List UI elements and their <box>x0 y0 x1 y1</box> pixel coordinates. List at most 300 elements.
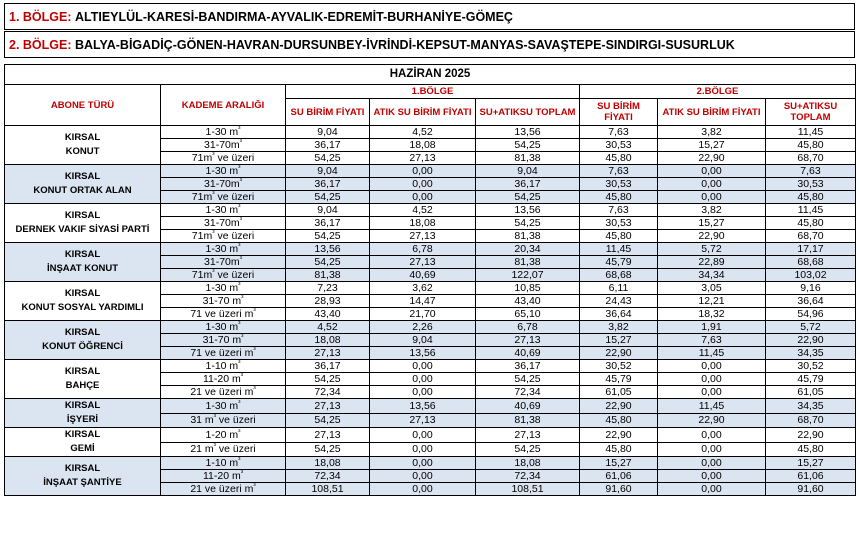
toplam-1: 9,04 <box>476 165 580 178</box>
abone-subtype: GEMİ <box>70 443 95 454</box>
abone-turu-cell <box>5 428 161 457</box>
toplam-1: 6,78 <box>476 321 580 334</box>
abone-turu-cell <box>5 243 161 282</box>
atik-su-fiyati-2: 0,00 <box>658 442 766 457</box>
kademe-cell <box>161 204 286 217</box>
cubic-superscript: ³ <box>240 470 244 477</box>
su-birim-fiyati-1: 72,34 <box>286 470 370 483</box>
toplam-2: 22,90 <box>766 428 856 443</box>
atik-su-fiyati-1: 18,08 <box>370 217 476 230</box>
toplam-1: 122,07 <box>476 269 580 282</box>
atik-su-fiyati-2: 0,00 <box>658 386 766 399</box>
atik-su-fiyati-1: 27,13 <box>370 230 476 243</box>
su-birim-fiyati-2: 30,53 <box>580 139 658 152</box>
su-birim-fiyati-1: 54,25 <box>286 373 370 386</box>
atik-su-fiyati-2: 22,90 <box>658 152 766 165</box>
atik-su-fiyati-1: 18,08 <box>370 139 476 152</box>
kademe-cell <box>161 217 286 230</box>
toplam-1: 81,38 <box>476 256 580 269</box>
atik-su-fiyati-2: 3,82 <box>658 204 766 217</box>
kademe-cell <box>161 386 286 399</box>
toplam-1: 13,56 <box>476 204 580 217</box>
kademe-cell <box>161 428 286 443</box>
kademe-range: 31-70m <box>204 256 240 268</box>
kademe-range: 31 m <box>190 414 214 427</box>
kademe-cell <box>161 230 286 243</box>
cubic-superscript: ³ <box>212 152 215 159</box>
cubic-superscript: ³ <box>253 347 256 354</box>
kademe-range: 31-70m <box>204 139 240 151</box>
su-birim-fiyati-2: 45,80 <box>580 230 658 243</box>
atik-su-fiyati-1: 0,00 <box>370 442 476 457</box>
cubic-superscript: ³ <box>238 360 241 367</box>
toplam-2: 103,02 <box>766 269 856 282</box>
kademe-cell <box>161 308 286 321</box>
toplam-2: 36,64 <box>766 295 856 308</box>
kademe-cell <box>161 256 286 269</box>
abone-turu-cell <box>5 165 161 204</box>
kademe-cell <box>161 165 286 178</box>
atik-su-fiyati-2: 0,00 <box>658 470 766 483</box>
su-birim-fiyati-1: 36,17 <box>286 178 370 191</box>
table-row <box>5 428 856 443</box>
atik-su-fiyati-2: 0,00 <box>658 191 766 204</box>
table-row <box>5 126 856 139</box>
kademe-suffix: ve üzeri <box>214 191 255 203</box>
abone-type: KIRSAL <box>64 288 101 299</box>
atik-su-fiyati-1: 6,78 <box>370 243 476 256</box>
su-birim-fiyati-1: 54,25 <box>286 413 370 428</box>
atik-su-fiyati-2: 5,72 <box>658 243 766 256</box>
atik-su-fiyati-1: 4,52 <box>370 204 476 217</box>
abone-turu-cell <box>5 360 161 399</box>
kademe-range: 1-30 m <box>205 321 239 333</box>
toplam-2: 11,45 <box>766 126 856 139</box>
atik-su-fiyati-2: 0,00 <box>658 428 766 443</box>
kademe-range: 1-30 m <box>205 282 239 294</box>
su-birim-fiyati-1: 18,08 <box>286 334 370 347</box>
kademe-suffix: ve üzeri <box>216 414 256 427</box>
su-birim-fiyati-1: 27,13 <box>286 347 370 360</box>
header-toplam-2: SU+ATIKSU TOPLAM <box>766 99 856 126</box>
kademe-range: 31-70m <box>204 217 240 229</box>
abone-type: KIRSAL <box>64 249 101 260</box>
abone-turu-cell <box>5 126 161 165</box>
toplam-2: 11,45 <box>766 204 856 217</box>
abone-turu-cell <box>5 282 161 321</box>
kademe-cell <box>161 399 286 414</box>
toplam-1: 54,25 <box>476 217 580 230</box>
abone-turu-cell <box>5 399 161 428</box>
su-birim-fiyati-2: 91,60 <box>580 483 658 496</box>
toplam-1: 43,40 <box>476 295 580 308</box>
su-birim-fiyati-1: 54,25 <box>286 442 370 457</box>
toplam-1: 10,85 <box>476 282 580 295</box>
toplam-1: 54,25 <box>476 139 580 152</box>
abone-subtype: KONUT ÖĞRENCİ <box>42 341 123 352</box>
atik-su-fiyati-1: 0,00 <box>370 165 476 178</box>
su-birim-fiyati-2: 11,45 <box>580 243 658 256</box>
kademe-range: 71m <box>191 191 213 203</box>
kademe-range: 71m <box>191 152 213 164</box>
toplam-1: 18,08 <box>476 457 580 470</box>
atik-su-fiyati-1: 27,13 <box>370 256 476 269</box>
toplam-1: 81,38 <box>476 152 580 165</box>
toplam-1: 27,13 <box>476 334 580 347</box>
su-birim-fiyati-2: 45,80 <box>580 191 658 204</box>
cubic-superscript: ³ <box>238 282 241 289</box>
abone-subtype: İNŞAAT ŞANTİYE <box>43 477 122 488</box>
su-birim-fiyati-1: 81,38 <box>286 269 370 282</box>
toplam-1: 54,25 <box>476 191 580 204</box>
su-birim-fiyati-2: 7,63 <box>580 126 658 139</box>
kademe-cell <box>161 282 286 295</box>
header-bolge-2: 2.BÖLGE <box>580 85 856 99</box>
kademe-range: 11-20 m <box>202 470 241 482</box>
toplam-1: 54,25 <box>476 373 580 386</box>
su-birim-fiyati-1: 72,34 <box>286 386 370 399</box>
tariff-table <box>4 64 856 496</box>
region-1-line <box>4 3 855 30</box>
abone-subtype: İNŞAAT KONUT <box>46 263 119 274</box>
cubic-superscript: ³ <box>239 217 242 224</box>
atik-su-fiyati-1: 13,56 <box>370 347 476 360</box>
table-row <box>5 399 856 414</box>
atik-su-fiyati-1: 3,62 <box>370 282 476 295</box>
su-birim-fiyati-2: 61,05 <box>580 386 658 399</box>
cubic-superscript: ³ <box>238 399 241 407</box>
su-birim-fiyati-1: 36,17 <box>286 139 370 152</box>
region-2-districts: BALYA-BİGADİÇ-GÖNEN-HAVRAN-DURSUNBEY-İVRİNDİ-KEPSUT-MANYAS-SAVAŞTEPE-SINDIRGI-SUSURLUK <box>75 37 735 52</box>
kademe-cell <box>161 442 286 457</box>
toplam-2: 7,63 <box>766 165 856 178</box>
kademe-cell <box>161 152 286 165</box>
header-abone-turu: ABONE TÜRÜ <box>5 85 161 126</box>
su-birim-fiyati-2: 30,53 <box>580 178 658 191</box>
table-row <box>5 321 856 334</box>
cubic-superscript: ³ <box>239 139 242 146</box>
su-birim-fiyati-1: 9,04 <box>286 204 370 217</box>
atik-su-fiyati-1: 14,47 <box>370 295 476 308</box>
kademe-range: 21 ve üzeri m <box>190 483 254 495</box>
toplam-1: 36,17 <box>476 178 580 191</box>
atik-su-fiyati-2: 7,63 <box>658 334 766 347</box>
atik-su-fiyati-1: 0,00 <box>370 373 476 386</box>
atik-su-fiyati-2: 15,27 <box>658 217 766 230</box>
kademe-range: 1-20 m <box>205 428 239 441</box>
toplam-1: 81,38 <box>476 230 580 243</box>
su-birim-fiyati-2: 22,90 <box>580 347 658 360</box>
atik-su-fiyati-2: 0,00 <box>658 457 766 470</box>
atik-su-fiyati-2: 18,32 <box>658 308 766 321</box>
abone-subtype: DERNEK VAKIF SİYASİ PARTİ <box>15 224 150 235</box>
su-birim-fiyati-2: 45,80 <box>580 152 658 165</box>
toplam-1: 54,25 <box>476 442 580 457</box>
su-birim-fiyati-1: 4,52 <box>286 321 370 334</box>
toplam-2: 15,27 <box>766 457 856 470</box>
su-birim-fiyati-2: 45,80 <box>580 442 658 457</box>
kademe-range: 31-70m <box>204 178 240 190</box>
atik-su-fiyati-1: 9,04 <box>370 334 476 347</box>
header-atik-su-birim-fiyati-1: ATIK SU BİRİM FİYATI <box>370 99 476 126</box>
toplam-1: 36,17 <box>476 360 580 373</box>
kademe-cell <box>161 360 286 373</box>
kademe-cell <box>161 139 286 152</box>
abone-subtype: BAHÇE <box>65 380 100 391</box>
kademe-suffix: ve üzeri <box>214 230 255 242</box>
header-su-birim-fiyati-2: SU BİRİM FİYATI <box>580 99 658 126</box>
kademe-range: 71 ve üzeri m <box>190 347 254 359</box>
toplam-2: 9,16 <box>766 282 856 295</box>
table-row <box>5 457 856 470</box>
su-birim-fiyati-1: 54,25 <box>286 152 370 165</box>
su-birim-fiyati-1: 27,13 <box>286 399 370 414</box>
kademe-range: 71m <box>191 269 213 281</box>
table-row <box>5 282 856 295</box>
su-birim-fiyati-1: 28,93 <box>286 295 370 308</box>
su-birim-fiyati-2: 45,79 <box>580 256 658 269</box>
cubic-superscript: ³ <box>212 191 215 198</box>
atik-su-fiyati-2: 1,91 <box>658 321 766 334</box>
atik-su-fiyati-2: 22,89 <box>658 256 766 269</box>
region-1-districts: ALTIEYLÜL-KARESİ-BANDIRMA-AYVALIK-EDREMİT-BURHANİYE-GÖMEÇ <box>75 9 513 24</box>
cubic-superscript: ³ <box>240 373 244 380</box>
atik-su-fiyati-1: 21,70 <box>370 308 476 321</box>
toplam-2: 34,35 <box>766 399 856 414</box>
toplam-2: 61,06 <box>766 470 856 483</box>
toplam-2: 45,80 <box>766 442 856 457</box>
kademe-cell <box>161 126 286 139</box>
kademe-cell <box>161 295 286 308</box>
atik-su-fiyati-2: 0,00 <box>658 483 766 496</box>
toplam-1: 72,34 <box>476 386 580 399</box>
cubic-superscript: ³ <box>238 457 241 464</box>
abone-subtype: KONUT SOSYAL YARDIMLI <box>21 302 144 313</box>
kademe-cell <box>161 347 286 360</box>
cubic-superscript: ³ <box>241 295 244 302</box>
kademe-cell <box>161 413 286 428</box>
atik-su-fiyati-1: 27,13 <box>370 152 476 165</box>
region-2-line <box>4 31 855 58</box>
toplam-1: 40,69 <box>476 347 580 360</box>
su-birim-fiyati-1: 54,25 <box>286 256 370 269</box>
cubic-superscript: ³ <box>238 428 241 436</box>
atik-su-fiyati-1: 0,00 <box>370 178 476 191</box>
atik-su-fiyati-2: 12,21 <box>658 295 766 308</box>
cubic-superscript: ³ <box>212 269 215 276</box>
toplam-2: 5,72 <box>766 321 856 334</box>
cubic-superscript: ³ <box>253 308 256 315</box>
toplam-2: 30,53 <box>766 178 856 191</box>
toplam-2: 68,68 <box>766 256 856 269</box>
atik-su-fiyati-1: 0,00 <box>370 483 476 496</box>
cubic-superscript: ³ <box>239 178 242 185</box>
atik-su-fiyati-2: 0,00 <box>658 360 766 373</box>
toplam-1: 40,69 <box>476 399 580 414</box>
su-birim-fiyati-2: 3,82 <box>580 321 658 334</box>
header-kademe-araligi: KADEME ARALIĞI <box>161 85 286 126</box>
kademe-cell <box>161 483 286 496</box>
atik-su-fiyati-1: 13,56 <box>370 399 476 414</box>
atik-su-fiyati-1: 27,13 <box>370 413 476 428</box>
region-1-label: 1. BÖLGE: <box>9 9 72 24</box>
kademe-range: 31-70 m <box>202 334 242 346</box>
region-2-label: 2. BÖLGE: <box>9 37 72 52</box>
kademe-suffix: ve üzeri <box>214 269 255 281</box>
abone-type: KIRSAL <box>64 210 101 221</box>
kademe-cell <box>161 470 286 483</box>
kademe-range: 71 ve üzeri m <box>190 308 254 320</box>
atik-su-fiyati-1: 0,00 <box>370 360 476 373</box>
toplam-1: 20,34 <box>476 243 580 256</box>
su-birim-fiyati-1: 54,25 <box>286 230 370 243</box>
cubic-superscript: ³ <box>238 126 241 133</box>
abone-type: KIRSAL <box>64 171 101 182</box>
header-su-birim-fiyati-1: SU BİRİM FİYATI <box>286 99 370 126</box>
toplam-2: 54,96 <box>766 308 856 321</box>
su-birim-fiyati-2: 68,68 <box>580 269 658 282</box>
su-birim-fiyati-1: 36,17 <box>286 217 370 230</box>
atik-su-fiyati-1: 0,00 <box>370 386 476 399</box>
abone-type: KIRSAL <box>64 400 101 411</box>
abone-type: KIRSAL <box>64 463 101 474</box>
atik-su-fiyati-2: 22,90 <box>658 230 766 243</box>
kademe-cell <box>161 191 286 204</box>
atik-su-fiyati-2: 0,00 <box>658 165 766 178</box>
atik-su-fiyati-2: 34,34 <box>658 269 766 282</box>
abone-turu-cell <box>5 204 161 243</box>
abone-turu-cell <box>5 457 161 496</box>
atik-su-fiyati-1: 0,00 <box>370 428 476 443</box>
toplam-2: 45,80 <box>766 217 856 230</box>
cubic-superscript: ³ <box>239 256 242 263</box>
toplam-2: 68,70 <box>766 230 856 243</box>
su-birim-fiyati-2: 36,64 <box>580 308 658 321</box>
su-birim-fiyati-1: 13,56 <box>286 243 370 256</box>
abone-subtype: İŞYERİ <box>66 414 99 425</box>
cubic-superscript: ³ <box>238 165 241 172</box>
su-birim-fiyati-1: 108,51 <box>286 483 370 496</box>
su-birim-fiyati-1: 43,40 <box>286 308 370 321</box>
su-birim-fiyati-1: 7,23 <box>286 282 370 295</box>
kademe-range: 11-20 m <box>202 373 241 385</box>
su-birim-fiyati-1: 27,13 <box>286 428 370 443</box>
toplam-1: 108,51 <box>476 483 580 496</box>
table-title: HAZİRAN 2025 <box>5 65 856 85</box>
kademe-range: 71m <box>191 230 213 242</box>
abone-type: KIRSAL <box>64 327 101 338</box>
cubic-superscript: ³ <box>253 386 256 393</box>
kademe-range: 31-70 m <box>202 295 242 307</box>
toplam-2: 22,90 <box>766 334 856 347</box>
cubic-superscript: ³ <box>213 414 216 422</box>
su-birim-fiyati-2: 45,79 <box>580 373 658 386</box>
atik-su-fiyati-2: 11,45 <box>658 347 766 360</box>
kademe-cell <box>161 178 286 191</box>
toplam-2: 45,79 <box>766 373 856 386</box>
header-bolge-1: 1.BÖLGE <box>286 85 580 99</box>
atik-su-fiyati-2: 3,05 <box>658 282 766 295</box>
atik-su-fiyati-1: 0,00 <box>370 470 476 483</box>
kademe-cell <box>161 334 286 347</box>
su-birim-fiyati-2: 7,63 <box>580 204 658 217</box>
kademe-suffix: ve üzeri <box>216 443 256 456</box>
kademe-range: 1-30 m <box>205 243 239 255</box>
table-row <box>5 243 856 256</box>
toplam-1: 27,13 <box>476 428 580 443</box>
atik-su-fiyati-1: 4,52 <box>370 126 476 139</box>
kademe-range: 1-30 m <box>205 399 239 412</box>
su-birim-fiyati-1: 9,04 <box>286 165 370 178</box>
su-birim-fiyati-1: 9,04 <box>286 126 370 139</box>
atik-su-fiyati-2: 15,27 <box>658 139 766 152</box>
atik-su-fiyati-1: 0,00 <box>370 191 476 204</box>
cubic-superscript: ³ <box>213 443 216 451</box>
toplam-2: 17,17 <box>766 243 856 256</box>
toplam-2: 91,60 <box>766 483 856 496</box>
su-birim-fiyati-2: 61,06 <box>580 470 658 483</box>
toplam-1: 65,10 <box>476 308 580 321</box>
atik-su-fiyati-2: 0,00 <box>658 373 766 386</box>
cubic-superscript: ³ <box>212 230 215 237</box>
header-atik-su-birim-fiyati-2: ATIK SU BİRİM FİYATI <box>658 99 766 126</box>
su-birim-fiyati-2: 30,52 <box>580 360 658 373</box>
toplam-2: 68,70 <box>766 152 856 165</box>
toplam-2: 34,35 <box>766 347 856 360</box>
su-birim-fiyati-2: 22,90 <box>580 399 658 414</box>
su-birim-fiyati-1: 18,08 <box>286 457 370 470</box>
kademe-range: 1-30 m <box>205 126 239 138</box>
abone-type: KIRSAL <box>64 132 101 143</box>
abone-subtype: KONUT ORTAK ALAN <box>33 185 132 196</box>
cubic-superscript: ³ <box>241 334 244 341</box>
atik-su-fiyati-1: 40,69 <box>370 269 476 282</box>
table-row <box>5 360 856 373</box>
toplam-2: 61,05 <box>766 386 856 399</box>
kademe-range: 1-30 m <box>205 204 239 216</box>
atik-su-fiyati-2: 11,45 <box>658 399 766 414</box>
atik-su-fiyati-1: 0,00 <box>370 457 476 470</box>
kademe-range: 1-30 m <box>205 165 239 177</box>
header-toplam-1: SU+ATIKSU TOPLAM <box>476 99 580 126</box>
su-birim-fiyati-2: 15,27 <box>580 457 658 470</box>
cubic-superscript: ³ <box>238 243 241 250</box>
toplam-2: 45,80 <box>766 191 856 204</box>
table-row <box>5 204 856 217</box>
kademe-cell <box>161 321 286 334</box>
kademe-suffix: ve üzeri <box>214 152 255 164</box>
atik-su-fiyati-1: 2,26 <box>370 321 476 334</box>
abone-type: KIRSAL <box>64 366 101 377</box>
kademe-range: 1-10 m <box>205 457 239 469</box>
toplam-1: 13,56 <box>476 126 580 139</box>
atik-su-fiyati-2: 3,82 <box>658 126 766 139</box>
abone-turu-cell <box>5 321 161 360</box>
cubic-superscript: ³ <box>253 483 256 490</box>
toplam-1: 72,34 <box>476 470 580 483</box>
su-birim-fiyati-1: 54,25 <box>286 191 370 204</box>
kademe-cell <box>161 269 286 282</box>
kademe-cell <box>161 373 286 386</box>
kademe-cell <box>161 243 286 256</box>
atik-su-fiyati-2: 22,90 <box>658 413 766 428</box>
toplam-1: 81,38 <box>476 413 580 428</box>
su-birim-fiyati-2: 24,43 <box>580 295 658 308</box>
toplam-2: 68,70 <box>766 413 856 428</box>
toplam-2: 45,80 <box>766 139 856 152</box>
su-birim-fiyati-2: 7,63 <box>580 165 658 178</box>
cubic-superscript: ³ <box>238 204 241 211</box>
